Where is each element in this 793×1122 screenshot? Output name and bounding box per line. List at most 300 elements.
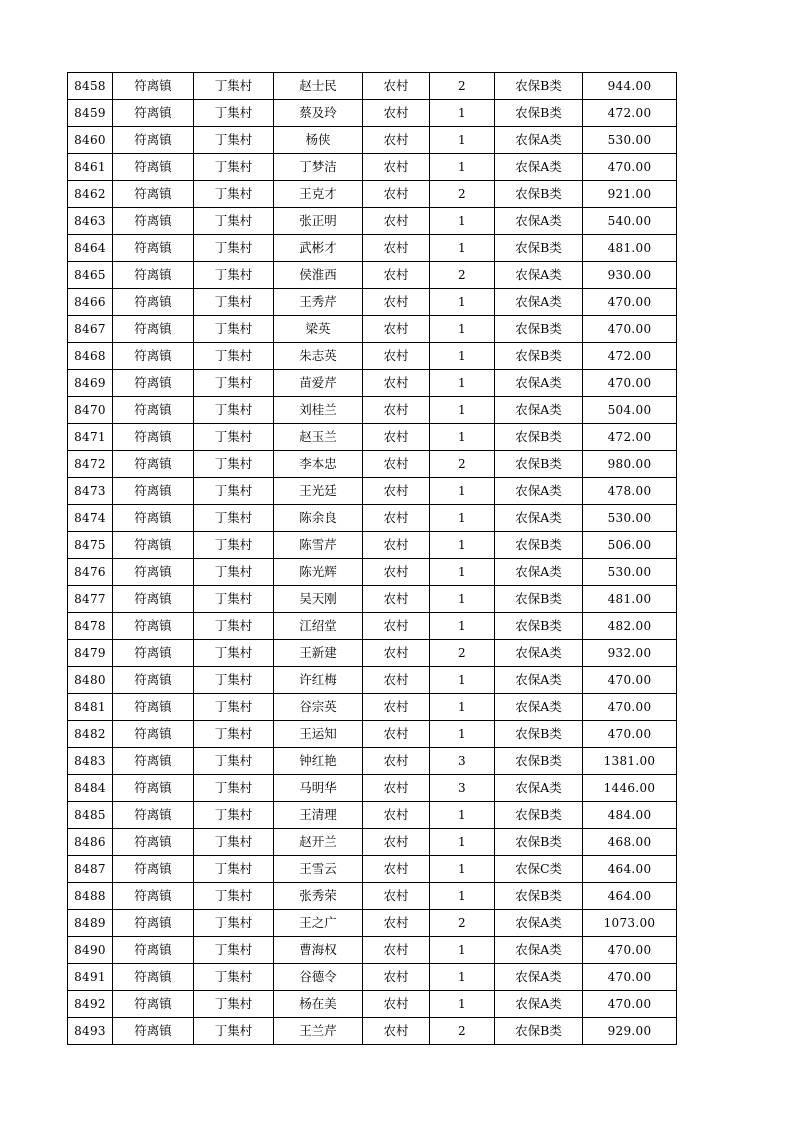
household-size-cell: 1 bbox=[430, 289, 495, 316]
amount-cell: 929.00 bbox=[583, 1018, 677, 1045]
area-type-cell: 农村 bbox=[363, 235, 430, 262]
amount-cell: 470.00 bbox=[583, 154, 677, 181]
area-type-cell: 农村 bbox=[363, 73, 430, 100]
row-id-cell: 8460 bbox=[68, 127, 113, 154]
amount-cell: 472.00 bbox=[583, 100, 677, 127]
amount-cell: 464.00 bbox=[583, 883, 677, 910]
town-cell: 符离镇 bbox=[113, 1018, 194, 1045]
amount-cell: 932.00 bbox=[583, 640, 677, 667]
table-row bbox=[68, 667, 677, 694]
name-cell: 赵玉兰 bbox=[274, 424, 363, 451]
amount-cell: 980.00 bbox=[583, 451, 677, 478]
area-type-cell: 农村 bbox=[363, 829, 430, 856]
amount-cell: 930.00 bbox=[583, 262, 677, 289]
insurance-class-cell: 农保B类 bbox=[495, 532, 583, 559]
area-type-cell: 农村 bbox=[363, 667, 430, 694]
village-cell: 丁集村 bbox=[194, 721, 274, 748]
town-cell: 符离镇 bbox=[113, 343, 194, 370]
village-cell: 丁集村 bbox=[194, 235, 274, 262]
name-cell: 陈余良 bbox=[274, 505, 363, 532]
amount-cell: 484.00 bbox=[583, 802, 677, 829]
household-size-cell: 1 bbox=[430, 397, 495, 424]
amount-cell: 1073.00 bbox=[583, 910, 677, 937]
insurance-class-cell: 农保B类 bbox=[495, 829, 583, 856]
table-row bbox=[68, 451, 677, 478]
name-cell: 蔡及玲 bbox=[274, 100, 363, 127]
area-type-cell: 农村 bbox=[363, 505, 430, 532]
area-type-cell: 农村 bbox=[363, 613, 430, 640]
table-row bbox=[68, 154, 677, 181]
row-id-cell: 8482 bbox=[68, 721, 113, 748]
amount-cell: 921.00 bbox=[583, 181, 677, 208]
table-row bbox=[68, 397, 677, 424]
table-row bbox=[68, 829, 677, 856]
insurance-class-cell: 农保B类 bbox=[495, 721, 583, 748]
table-row bbox=[68, 181, 677, 208]
village-cell: 丁集村 bbox=[194, 100, 274, 127]
name-cell: 张秀荣 bbox=[274, 883, 363, 910]
amount-cell: 470.00 bbox=[583, 964, 677, 991]
table-row bbox=[68, 991, 677, 1018]
village-cell: 丁集村 bbox=[194, 802, 274, 829]
table-row bbox=[68, 343, 677, 370]
area-type-cell: 农村 bbox=[363, 694, 430, 721]
insurance-class-cell: 农保A类 bbox=[495, 937, 583, 964]
name-cell: 吴天刚 bbox=[274, 586, 363, 613]
insurance-class-cell: 农保B类 bbox=[495, 235, 583, 262]
amount-cell: 470.00 bbox=[583, 721, 677, 748]
name-cell: 赵士民 bbox=[274, 73, 363, 100]
village-cell: 丁集村 bbox=[194, 451, 274, 478]
household-size-cell: 1 bbox=[430, 532, 495, 559]
row-id-cell: 8488 bbox=[68, 883, 113, 910]
household-size-cell: 2 bbox=[430, 910, 495, 937]
row-id-cell: 8462 bbox=[68, 181, 113, 208]
area-type-cell: 农村 bbox=[363, 802, 430, 829]
insurance-class-cell: 农保A类 bbox=[495, 505, 583, 532]
area-type-cell: 农村 bbox=[363, 856, 430, 883]
amount-cell: 506.00 bbox=[583, 532, 677, 559]
table-row bbox=[68, 694, 677, 721]
row-id-cell: 8478 bbox=[68, 613, 113, 640]
town-cell: 符离镇 bbox=[113, 154, 194, 181]
area-type-cell: 农村 bbox=[363, 262, 430, 289]
village-cell: 丁集村 bbox=[194, 397, 274, 424]
table-row bbox=[68, 775, 677, 802]
town-cell: 符离镇 bbox=[113, 910, 194, 937]
household-size-cell: 1 bbox=[430, 343, 495, 370]
town-cell: 符离镇 bbox=[113, 559, 194, 586]
village-cell: 丁集村 bbox=[194, 694, 274, 721]
insurance-class-cell: 农保B类 bbox=[495, 181, 583, 208]
household-size-cell: 1 bbox=[430, 964, 495, 991]
table-row bbox=[68, 883, 677, 910]
amount-cell: 470.00 bbox=[583, 694, 677, 721]
amount-cell: 530.00 bbox=[583, 127, 677, 154]
insurance-class-cell: 农保A类 bbox=[495, 154, 583, 181]
area-type-cell: 农村 bbox=[363, 586, 430, 613]
name-cell: 丁梦洁 bbox=[274, 154, 363, 181]
row-id-cell: 8464 bbox=[68, 235, 113, 262]
village-cell: 丁集村 bbox=[194, 883, 274, 910]
town-cell: 符离镇 bbox=[113, 235, 194, 262]
insurance-class-cell: 农保B类 bbox=[495, 424, 583, 451]
name-cell: 梁英 bbox=[274, 316, 363, 343]
village-cell: 丁集村 bbox=[194, 73, 274, 100]
village-cell: 丁集村 bbox=[194, 910, 274, 937]
village-cell: 丁集村 bbox=[194, 640, 274, 667]
amount-cell: 504.00 bbox=[583, 397, 677, 424]
table-row bbox=[68, 505, 677, 532]
area-type-cell: 农村 bbox=[363, 181, 430, 208]
household-size-cell: 1 bbox=[430, 478, 495, 505]
household-size-cell: 1 bbox=[430, 991, 495, 1018]
row-id-cell: 8484 bbox=[68, 775, 113, 802]
name-cell: 陈雪芹 bbox=[274, 532, 363, 559]
town-cell: 符离镇 bbox=[113, 964, 194, 991]
village-cell: 丁集村 bbox=[194, 424, 274, 451]
insurance-class-cell: 农保A类 bbox=[495, 208, 583, 235]
amount-cell: 470.00 bbox=[583, 667, 677, 694]
town-cell: 符离镇 bbox=[113, 775, 194, 802]
table-row bbox=[68, 262, 677, 289]
name-cell: 许红梅 bbox=[274, 667, 363, 694]
name-cell: 侯淮西 bbox=[274, 262, 363, 289]
insurance-class-cell: 农保B类 bbox=[495, 802, 583, 829]
insurance-class-cell: 农保A类 bbox=[495, 559, 583, 586]
village-cell: 丁集村 bbox=[194, 991, 274, 1018]
table-row bbox=[68, 73, 677, 100]
town-cell: 符离镇 bbox=[113, 829, 194, 856]
town-cell: 符离镇 bbox=[113, 316, 194, 343]
village-cell: 丁集村 bbox=[194, 1018, 274, 1045]
insurance-class-cell: 农保B类 bbox=[495, 613, 583, 640]
village-cell: 丁集村 bbox=[194, 613, 274, 640]
amount-cell: 470.00 bbox=[583, 316, 677, 343]
town-cell: 符离镇 bbox=[113, 748, 194, 775]
name-cell: 王新建 bbox=[274, 640, 363, 667]
town-cell: 符离镇 bbox=[113, 181, 194, 208]
town-cell: 符离镇 bbox=[113, 127, 194, 154]
table-row bbox=[68, 613, 677, 640]
table-row bbox=[68, 586, 677, 613]
household-size-cell: 2 bbox=[430, 181, 495, 208]
area-type-cell: 农村 bbox=[363, 910, 430, 937]
household-size-cell: 2 bbox=[430, 262, 495, 289]
amount-cell: 470.00 bbox=[583, 289, 677, 316]
town-cell: 符离镇 bbox=[113, 451, 194, 478]
town-cell: 符离镇 bbox=[113, 613, 194, 640]
household-size-cell: 1 bbox=[430, 802, 495, 829]
town-cell: 符离镇 bbox=[113, 370, 194, 397]
amount-cell: 470.00 bbox=[583, 991, 677, 1018]
name-cell: 曹海权 bbox=[274, 937, 363, 964]
household-size-cell: 2 bbox=[430, 1018, 495, 1045]
town-cell: 符离镇 bbox=[113, 424, 194, 451]
name-cell: 武彬才 bbox=[274, 235, 363, 262]
table-row bbox=[68, 910, 677, 937]
town-cell: 符离镇 bbox=[113, 937, 194, 964]
area-type-cell: 农村 bbox=[363, 370, 430, 397]
name-cell: 谷德令 bbox=[274, 964, 363, 991]
insurance-class-cell: 农保C类 bbox=[495, 856, 583, 883]
amount-cell: 1381.00 bbox=[583, 748, 677, 775]
amount-cell: 482.00 bbox=[583, 613, 677, 640]
area-type-cell: 农村 bbox=[363, 559, 430, 586]
town-cell: 符离镇 bbox=[113, 856, 194, 883]
insurance-class-cell: 农保A类 bbox=[495, 478, 583, 505]
household-size-cell: 1 bbox=[430, 586, 495, 613]
village-cell: 丁集村 bbox=[194, 370, 274, 397]
town-cell: 符离镇 bbox=[113, 586, 194, 613]
insurance-class-cell: 农保B类 bbox=[495, 586, 583, 613]
household-size-cell: 1 bbox=[430, 235, 495, 262]
name-cell: 谷宗英 bbox=[274, 694, 363, 721]
amount-cell: 944.00 bbox=[583, 73, 677, 100]
area-type-cell: 农村 bbox=[363, 343, 430, 370]
area-type-cell: 农村 bbox=[363, 478, 430, 505]
household-size-cell: 1 bbox=[430, 856, 495, 883]
row-id-cell: 8461 bbox=[68, 154, 113, 181]
area-type-cell: 农村 bbox=[363, 100, 430, 127]
household-size-cell: 1 bbox=[430, 829, 495, 856]
village-cell: 丁集村 bbox=[194, 667, 274, 694]
area-type-cell: 农村 bbox=[363, 775, 430, 802]
household-size-cell: 1 bbox=[430, 208, 495, 235]
table-row bbox=[68, 559, 677, 586]
table-row bbox=[68, 235, 677, 262]
village-cell: 丁集村 bbox=[194, 964, 274, 991]
village-cell: 丁集村 bbox=[194, 316, 274, 343]
village-cell: 丁集村 bbox=[194, 478, 274, 505]
household-size-cell: 1 bbox=[430, 721, 495, 748]
table-row bbox=[68, 640, 677, 667]
household-size-cell: 1 bbox=[430, 424, 495, 451]
row-id-cell: 8465 bbox=[68, 262, 113, 289]
row-id-cell: 8458 bbox=[68, 73, 113, 100]
row-id-cell: 8490 bbox=[68, 937, 113, 964]
area-type-cell: 农村 bbox=[363, 289, 430, 316]
name-cell: 杨侠 bbox=[274, 127, 363, 154]
town-cell: 符离镇 bbox=[113, 397, 194, 424]
village-cell: 丁集村 bbox=[194, 262, 274, 289]
row-id-cell: 8469 bbox=[68, 370, 113, 397]
town-cell: 符离镇 bbox=[113, 208, 194, 235]
town-cell: 符离镇 bbox=[113, 289, 194, 316]
row-id-cell: 8474 bbox=[68, 505, 113, 532]
insurance-class-cell: 农保A类 bbox=[495, 640, 583, 667]
table-row bbox=[68, 937, 677, 964]
table-row bbox=[68, 964, 677, 991]
table-row bbox=[68, 748, 677, 775]
town-cell: 符离镇 bbox=[113, 478, 194, 505]
insurance-class-cell: 农保A类 bbox=[495, 910, 583, 937]
row-id-cell: 8493 bbox=[68, 1018, 113, 1045]
household-size-cell: 2 bbox=[430, 640, 495, 667]
table-row bbox=[68, 100, 677, 127]
town-cell: 符离镇 bbox=[113, 532, 194, 559]
name-cell: 赵开兰 bbox=[274, 829, 363, 856]
table-row bbox=[68, 478, 677, 505]
name-cell: 王兰芹 bbox=[274, 1018, 363, 1045]
insurance-class-cell: 农保B类 bbox=[495, 883, 583, 910]
area-type-cell: 农村 bbox=[363, 640, 430, 667]
name-cell: 王清理 bbox=[274, 802, 363, 829]
area-type-cell: 农村 bbox=[363, 883, 430, 910]
insurance-class-cell: 农保A类 bbox=[495, 667, 583, 694]
area-type-cell: 农村 bbox=[363, 127, 430, 154]
household-size-cell: 2 bbox=[430, 451, 495, 478]
household-size-cell: 1 bbox=[430, 883, 495, 910]
town-cell: 符离镇 bbox=[113, 640, 194, 667]
table-body bbox=[68, 73, 677, 1045]
amount-cell: 540.00 bbox=[583, 208, 677, 235]
household-size-cell: 1 bbox=[430, 937, 495, 964]
town-cell: 符离镇 bbox=[113, 100, 194, 127]
name-cell: 江绍堂 bbox=[274, 613, 363, 640]
name-cell: 王雪云 bbox=[274, 856, 363, 883]
row-id-cell: 8459 bbox=[68, 100, 113, 127]
amount-cell: 530.00 bbox=[583, 559, 677, 586]
household-size-cell: 1 bbox=[430, 667, 495, 694]
area-type-cell: 农村 bbox=[363, 748, 430, 775]
amount-cell: 464.00 bbox=[583, 856, 677, 883]
village-cell: 丁集村 bbox=[194, 775, 274, 802]
insurance-class-cell: 农保A类 bbox=[495, 964, 583, 991]
insurance-class-cell: 农保A类 bbox=[495, 370, 583, 397]
village-cell: 丁集村 bbox=[194, 829, 274, 856]
row-id-cell: 8491 bbox=[68, 964, 113, 991]
area-type-cell: 农村 bbox=[363, 451, 430, 478]
name-cell: 刘桂兰 bbox=[274, 397, 363, 424]
row-id-cell: 8476 bbox=[68, 559, 113, 586]
table-row bbox=[68, 289, 677, 316]
row-id-cell: 8470 bbox=[68, 397, 113, 424]
table-row bbox=[68, 856, 677, 883]
area-type-cell: 农村 bbox=[363, 397, 430, 424]
household-size-cell: 1 bbox=[430, 316, 495, 343]
amount-cell: 1446.00 bbox=[583, 775, 677, 802]
area-type-cell: 农村 bbox=[363, 937, 430, 964]
village-cell: 丁集村 bbox=[194, 208, 274, 235]
record-table bbox=[67, 72, 677, 1045]
row-id-cell: 8480 bbox=[68, 667, 113, 694]
table-row bbox=[68, 802, 677, 829]
town-cell: 符离镇 bbox=[113, 505, 194, 532]
row-id-cell: 8463 bbox=[68, 208, 113, 235]
table-row bbox=[68, 316, 677, 343]
table-row bbox=[68, 1018, 677, 1045]
name-cell: 朱志英 bbox=[274, 343, 363, 370]
town-cell: 符离镇 bbox=[113, 802, 194, 829]
row-id-cell: 8473 bbox=[68, 478, 113, 505]
town-cell: 符离镇 bbox=[113, 262, 194, 289]
table-row bbox=[68, 208, 677, 235]
amount-cell: 470.00 bbox=[583, 937, 677, 964]
name-cell: 陈光辉 bbox=[274, 559, 363, 586]
amount-cell: 530.00 bbox=[583, 505, 677, 532]
name-cell: 李本忠 bbox=[274, 451, 363, 478]
amount-cell: 468.00 bbox=[583, 829, 677, 856]
village-cell: 丁集村 bbox=[194, 127, 274, 154]
row-id-cell: 8471 bbox=[68, 424, 113, 451]
name-cell: 杨在美 bbox=[274, 991, 363, 1018]
insurance-class-cell: 农保A类 bbox=[495, 289, 583, 316]
amount-cell: 478.00 bbox=[583, 478, 677, 505]
name-cell: 王光廷 bbox=[274, 478, 363, 505]
village-cell: 丁集村 bbox=[194, 289, 274, 316]
insurance-class-cell: 农保B类 bbox=[495, 343, 583, 370]
row-id-cell: 8486 bbox=[68, 829, 113, 856]
amount-cell: 472.00 bbox=[583, 343, 677, 370]
town-cell: 符离镇 bbox=[113, 991, 194, 1018]
town-cell: 符离镇 bbox=[113, 73, 194, 100]
village-cell: 丁集村 bbox=[194, 505, 274, 532]
table-row bbox=[68, 370, 677, 397]
household-size-cell: 3 bbox=[430, 775, 495, 802]
name-cell: 张正明 bbox=[274, 208, 363, 235]
table-row bbox=[68, 721, 677, 748]
insurance-class-cell: 农保A类 bbox=[495, 775, 583, 802]
village-cell: 丁集村 bbox=[194, 937, 274, 964]
insurance-class-cell: 农保A类 bbox=[495, 262, 583, 289]
insurance-class-cell: 农保B类 bbox=[495, 1018, 583, 1045]
name-cell: 王秀芹 bbox=[274, 289, 363, 316]
row-id-cell: 8483 bbox=[68, 748, 113, 775]
row-id-cell: 8466 bbox=[68, 289, 113, 316]
household-size-cell: 1 bbox=[430, 694, 495, 721]
insurance-class-cell: 农保A类 bbox=[495, 694, 583, 721]
amount-cell: 481.00 bbox=[583, 235, 677, 262]
name-cell: 马明华 bbox=[274, 775, 363, 802]
village-cell: 丁集村 bbox=[194, 343, 274, 370]
insurance-class-cell: 农保B类 bbox=[495, 748, 583, 775]
area-type-cell: 农村 bbox=[363, 316, 430, 343]
row-id-cell: 8472 bbox=[68, 451, 113, 478]
area-type-cell: 农村 bbox=[363, 1018, 430, 1045]
row-id-cell: 8477 bbox=[68, 586, 113, 613]
household-size-cell: 1 bbox=[430, 127, 495, 154]
village-cell: 丁集村 bbox=[194, 154, 274, 181]
amount-cell: 472.00 bbox=[583, 424, 677, 451]
row-id-cell: 8467 bbox=[68, 316, 113, 343]
household-size-cell: 2 bbox=[430, 73, 495, 100]
household-size-cell: 1 bbox=[430, 613, 495, 640]
village-cell: 丁集村 bbox=[194, 856, 274, 883]
table-row bbox=[68, 532, 677, 559]
table-row bbox=[68, 424, 677, 451]
household-size-cell: 1 bbox=[430, 154, 495, 181]
row-id-cell: 8475 bbox=[68, 532, 113, 559]
household-size-cell: 1 bbox=[430, 370, 495, 397]
village-cell: 丁集村 bbox=[194, 586, 274, 613]
insurance-class-cell: 农保A类 bbox=[495, 991, 583, 1018]
household-size-cell: 1 bbox=[430, 505, 495, 532]
area-type-cell: 农村 bbox=[363, 964, 430, 991]
row-id-cell: 8479 bbox=[68, 640, 113, 667]
row-id-cell: 8485 bbox=[68, 802, 113, 829]
area-type-cell: 农村 bbox=[363, 532, 430, 559]
row-id-cell: 8492 bbox=[68, 991, 113, 1018]
area-type-cell: 农村 bbox=[363, 721, 430, 748]
row-id-cell: 8489 bbox=[68, 910, 113, 937]
town-cell: 符离镇 bbox=[113, 883, 194, 910]
area-type-cell: 农村 bbox=[363, 208, 430, 235]
insurance-class-cell: 农保B类 bbox=[495, 316, 583, 343]
area-type-cell: 农村 bbox=[363, 154, 430, 181]
name-cell: 钟红艳 bbox=[274, 748, 363, 775]
table-row bbox=[68, 127, 677, 154]
